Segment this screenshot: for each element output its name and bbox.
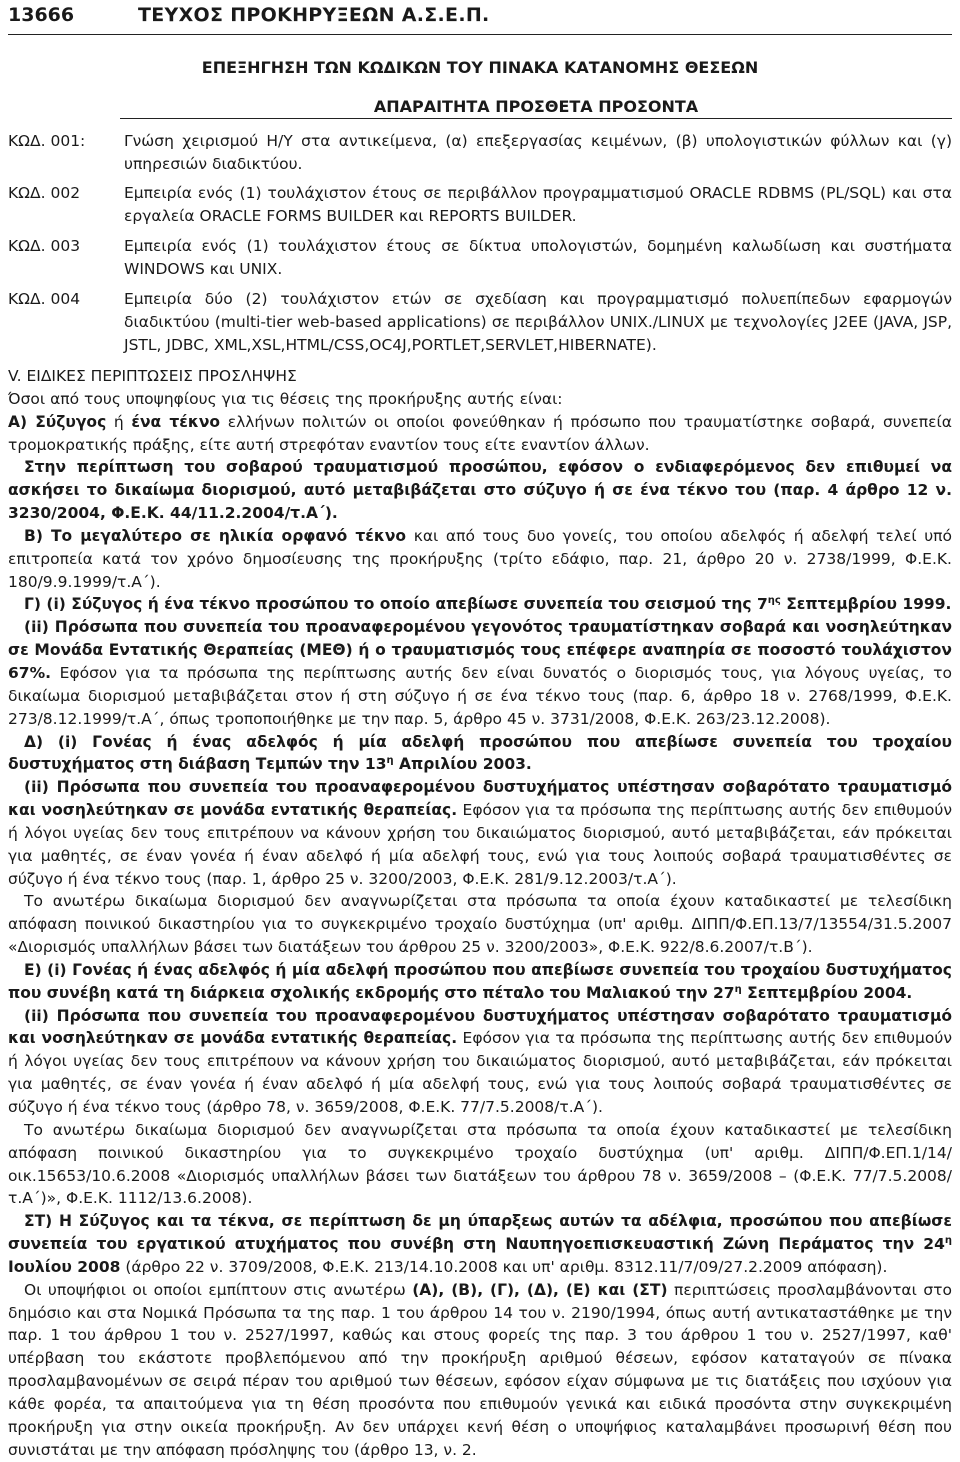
code-description: Εμπειρία ενός (1) τουλάχιστον έτους σε δίκτυα υπολογιστών, δομημένη καλωδίωση και συστήματα WINDOWS και UNIX.	[124, 237, 952, 278]
case-a-label: Α) Σύζυγος	[8, 412, 107, 431]
section-intro: Όσοι από τους υποψηφίους για τις θέσεις της προκήρυξης αυτής είναι:	[8, 389, 563, 408]
code-label: ΚΩΔ. 003	[8, 237, 81, 255]
section-heading: V. ΕΙΔΙΚΕΣ ΠΕΡΙΠΤΩΣΕΙΣ ΠΡΟΣΛΗΨΗΣ	[8, 367, 297, 385]
code-description: Εμπειρία δύο (2) τουλάχιστον ετών σε σχεδίαση και προγραμματισμό πολυεπίπεδων εφαρμογών διαδικτύου (multi-tier web-based applications) σε περιβάλλον UNIX./LINUX με τεχνολογίες J2EE (JAVA, JSP, JSTL, JDBC, XML,XSL,HTML/CSS,OC4J,PORTLET,SERVLET,HIBERNATE).	[124, 290, 952, 354]
code-label: ΚΩΔ. 004	[8, 290, 81, 308]
case-c-ii-paragraph: (ii) Πρόσωπα που συνεπεία του προαναφερομένου γεγονότος τραυματίστηκαν σοβαρά και νοσηλεύτηκαν σε Μονάδα Εντατικής Θεραπείας (ΜΕΘ) ή ο τραυματισμός τους επέφερε αναπηρία σε ποσοστό τουλάχιστον 67%. Εφόσον για τα πρόσωπα της περίπτωσης αυτής δεν είναι δυνατός ο διορισμός τους, για λόγους υγείας, το δικαίωμα διορισμού μεταβιβάζεται στον ή στη σύζυγο ή σε ένα τέκνο τους (παρ. 6, άρθρο 18 ν. 2768/1999, Φ.Ε.Κ. 273/8.12.1999/τ.Α΄, όπως τροποποιήθηκε με την παρ. 5, άρθρο 45 ν. 3731/2008, Φ.Ε.Κ. 263/23.12.2008).	[8, 618, 952, 728]
journal-title: ΤΕΥΧΟΣ ΠΡΟΚΗΡΥΞΕΩΝ Α.Σ.Ε.Π.	[138, 4, 490, 26]
code-label: ΚΩΔ. 002	[8, 184, 81, 202]
case-st-paragraph: ΣΤ) Η Σύζυγος και τα τέκνα, σε περίπτωση δε μη ύπαρξεως αυτών τα αδέλφια, προσώπου που απεβίωσε συνεπεία του εργατικού ατυχήματος που συνέβη στη Ναυπηγοεπισκευαστική Ζώνη Περάματος την $24^\eta$ Ιουλίου 2008 (άρθρο 22 ν. 3709/2008, Φ.Ε.Κ. 213/14.10.2008 και υπ' αριθμ. 8312.11/7/09/27.2.2009 απόφαση).	[8, 1212, 952, 1276]
special-cases-section	[8, 365, 952, 1462]
case-b-label: Β) Το μεγαλύτερο σε ηλικία ορφανό τέκνο	[24, 526, 407, 545]
case-b-paragraph: Β) Το μεγαλύτερο σε ηλικία ορφανό τέκνο και από τους δυο γονείς, του οποίου αδελφός ή αδελφή τελεί υπό επιτροπεία κατά τον χρόνο δημοσίευσης της προκήρυξης (τρίτο εδάφιο, παρ. 21, άρθρο 20 ν. 2738/1999, Φ.Ε.Κ. 180/9.9.1999/τ.Α΄).	[8, 526, 952, 591]
case-e-paragraph: Ε) (i) Γονέας ή ένας αδελφός ή μία αδελφή προσώπου που απεβίωσε συνεπεία του τροχαίου δυστυχήματος που συνέβη κατά τη διάρκεια σχολικής εκδρομής στο πέταλο του Μαλιακού την $27^\eta$ Σεπτεμβρίου 2004.	[8, 960, 952, 1002]
case-a-paragraph: Α) Σύζυγος ή ένα τέκνο ελλήνων πολιτών οι οποίοι φονεύθηκαν ή πρόσωπο που τραυματίστηκε σοβαρά, συνεπεία τρομοκρατικής πράξης, είτε αυτή στρεφόταν εναντίον τους είτε εναντίον άλλων.	[8, 412, 952, 454]
case-e-ii-paragraph: (ii) Πρόσωπα που συνεπεία του προαναφερομένου δυστυχήματος υπέστησαν σοβαρότατο τραυματισμό και νοσηλεύτηκαν σε μονάδα εντατικής θεραπείας. Εφόσον για τα πρόσωπα της περίπτωσης αυτής δεν επιθυμούν ή λόγοι υγείας δεν τους επιτρέπουν να κάνουν χρήση του δικαιώματος διορισμού, αυτό μεταβιβάζεται, εάν πρόκειται για μαθητές, σε έναν γονέα ή έναν αδελφό ή μία αδελφή τους, ενώ για τους λοιπούς σοβαρά τραυματισθέντες σε σύζυγο ή ένα τέκνο τους (άρθρο 78, ν. 3659/2008, Φ.Ε.Κ. 77/7.5.2008/τ.Α΄).	[8, 1006, 952, 1116]
case-d-ii-paragraph: (ii) Πρόσωπα που συνεπεία του προαναφερομένου δυστυχήματος υπέστησαν σοβαρότατο τραυματισμό και νοσηλεύτηκαν σε μονάδα εντατικής θεραπείας. Εφόσον για τα πρόσωπα της περίπτωσης αυτής δεν επιθυμούν ή λόγοι υγείας δεν τους επιτρέπουν να κάνουν χρήση του δικαιώματος διορισμού, αυτό μεταβιβάζεται, εάν πρόκειται για μαθητές, σε έναν γονέα ή έναν αδελφό ή μία αδελφή τους, ενώ για τους λοιπούς σοβαρά τραυματισθέντες σε σύζυγο ή ένα τέκνο τους (παρ. 1, άρθρο 25 ν. 3200/2003, Φ.Ε.Κ. 281/9.12.2003/τ.Α΄).	[8, 778, 952, 888]
page-number: 13666	[8, 4, 75, 26]
code-description: Γνώση χειρισμού Η/Υ στα αντικείμενα, (α) επεξεργασίας κειμένων, (β) υπολογιστικών φύλλων και (γ) υπηρεσιών διαδικτύου.	[124, 132, 952, 173]
case-e-note: Το ανωτέρω δικαίωμα διορισμού δεν αναγνωρίζεται στα πρόσωπα τα οποία έχουν καταδικαστεί με τελεσίδικη απόφαση ποινικού δικαστηρίου για το συγκεκριμένο τροχαίο δυστύχημα (υπ' αριθμ. ΔΙΠΠ/Φ.ΕΠ.1/14/οικ.15653/10.6.2008 «Διορισμός υπαλλήλων βάσει των διατάξεων του άρθρου 78 ν. 3659/2008 – (Φ.Ε.Κ. 77/7.5.2008/τ.Α΄)», Φ.Ε.Κ. 1112/13.6.2008).	[8, 1120, 952, 1208]
page-header	[8, 4, 952, 35]
table-title: ΕΠΕΞΗΓΗΣΗ ΤΩΝ ΚΩΔΙΚΩΝ ΤΟΥ ΠΙΝΑΚΑ ΚΑΤΑΝΟΜΗΣ ΘΕΣΕΩΝ	[201, 58, 759, 77]
case-d-paragraph: Δ) (i) Γονέας ή ένας αδελφός ή μία αδελφή προσώπου που απεβίωσε συνεπεία του τροχαίου δυστυχήματος στη διάβαση Τεμπών την $13^\eta$ Απριλίου 2003.	[8, 732, 952, 774]
code-description: Εμπειρία ενός (1) τουλάχιστον έτους σε περιβάλλον προγραμματισμού ORACLE RDBMS (PL/SQL) και στα εργαλεία ORACLE FORMS BUILDER και REPORTS BUILDER.	[124, 184, 952, 225]
case-c-paragraph: Γ) (i) Σύζυγος ή ένα τέκνο προσώπου το οποίο απεβίωσε συνεπεία του σεισμού της $7^{\eta\varsigma}$ Σεπτεμβρίου 1999.	[24, 595, 952, 614]
code-label: ΚΩΔ. 001:	[8, 132, 86, 150]
case-d-note: Το ανωτέρω δικαίωμα διορισμού δεν αναγνωρίζεται στα πρόσωπα τα οποία έχουν καταδικαστεί με τελεσίδικη απόφαση ποινικού δικαστηρίου για το συγκεκριμένο τροχαίο δυστύχημα (υπ' αριθμ. ΔΙΠΠ/Φ.ΕΠ.13/7/13554/31.5.2007 «Διορισμός υπαλλήλων βάσει των διατάξεων του άρθρου 25 ν. 3200/2003», Φ.Ε.Κ. 922/8.6.2007/τ.Β΄).	[8, 892, 952, 957]
case-a-injury-paragraph: Στην περίπτωση του σοβαρού τραυματισμού προσώπου, εφόσον ο ενδιαφερόμενος δεν επιθυμεί να ασκήσει το δικαίωμα διορισμού, αυτό μεταβιβάζεται στο σύζυγο ή σε ένα τέκνο του (παρ. 4 άρθρο 12 ν. 3230/2004, Φ.Ε.Κ. 44/11.2.2004/τ.Α΄).	[8, 458, 952, 523]
requirements-heading: ΑΠΑΡΑΙΤΗΤΑ ΠΡΟΣΘΕΤΑ ΠΡΟΣΟΝΤΑ	[120, 97, 952, 119]
final-paragraph: Οι υποψήφιοι οι οποίοι εμπίπτουν στις ανωτέρω (Α), (Β), (Γ), (Δ), (Ε) και (ΣΤ) περιπτώσεις προσλαμβάνονται στο δημόσιο και στα Νομικά Πρόσωπα τα της παρ. 1 του άρθρου 14 του ν. 2190/1994, όπως αυτή αντικαταστάθηκε με την παρ. 1 του άρθρου 1 του ν. 2527/1997, καθώς και στους φορείς της παρ. 3 του άρθρου 1 του ν. 2527/1997, καθ' υπέρβαση του εκάστοτε προβλεπόμενου από την προκήρυξη αριθμού θέσεων, εφόσον καταταγούν σε πίνακα προσλαμβανομένων σε σειρά πέραν του αριθμού των θέσεων, εφόσον είχαν σύμφωνα με τις διατάξεις που ισχύουν για κάθε φορέα, τα απαιτούμενα για τη θέση προσόντα που επιθυμούν γενικά και ειδικά προσόντα στην συγκεκριμένη προκήρυξη για στην οικεία προκήρυξη. Αν δεν υπάρχει κενή θέση ο υποψήφιος καταλαμβάνει προσωρινή θέση που συνιστάται με την απόφαση πρόσληψης του (άρθρο 13, ν. 2.	[8, 1280, 952, 1459]
